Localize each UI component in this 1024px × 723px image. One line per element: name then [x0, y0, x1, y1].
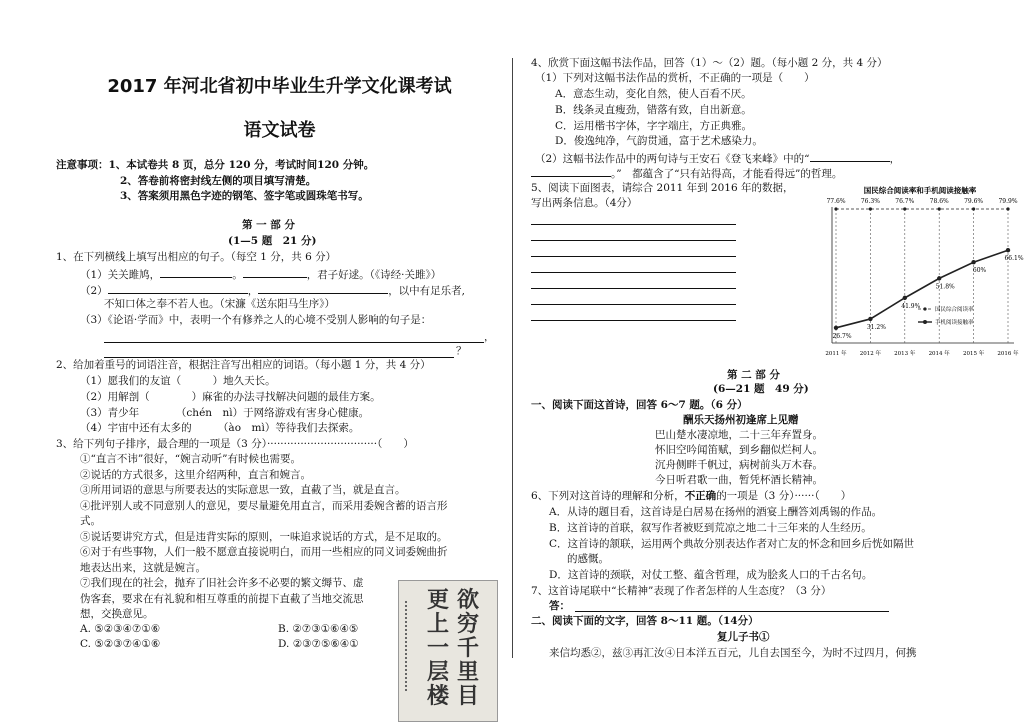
calligraphy-char: 目	[457, 683, 480, 709]
q4-option-c[interactable]: C．运用楷书字体，字字端庄，方正典雅。	[555, 120, 753, 132]
point-reading-rate	[869, 207, 872, 210]
q3-sentence-6: ⑥对于有些事物，人们一般不愿意直接说明白，而用一些相应的同义词委婉曲折	[80, 546, 448, 558]
q3-option-b[interactable]: B. ②⑦③①⑥④⑤	[278, 623, 359, 635]
legend-label-mobile-rate: 手机阅读接触率	[935, 320, 974, 326]
q4-stem: 4、欣赏下面这幅书法作品，回答（1）～（2）题。（每小题 2 分，共 4 分）	[531, 57, 888, 69]
q5-answer-line	[531, 256, 736, 257]
q3-sentence-7-cont-2: 想，交换意见。	[80, 608, 154, 620]
x-tick-label: 2013 年	[894, 351, 916, 357]
calligraphy-char: 上	[427, 611, 450, 637]
q3-sentence-2: ②说话的方式很多，这里介绍两种，直言和婉言。	[80, 469, 311, 481]
calligraphy-char: 欲	[457, 587, 480, 613]
calligraphy-char: 里	[457, 659, 480, 685]
q6-option-d[interactable]: D．这首诗的颈联，对仗工整、蕴含哲理，成为脍炙人口的千古名句。	[549, 569, 873, 581]
legend-marker-reading-rate	[923, 307, 926, 310]
notice-1: 注意事项：1、本试卷共 8 页，总分 120 分，考试时间120 分钟。	[56, 159, 375, 171]
poem-title: 酬乐天扬州初逢席上见赠	[683, 414, 799, 426]
notice-2: 2、答卷前将密封线左侧的项目填写清楚。	[120, 175, 317, 187]
part1-range: (1—5 题 21 分)	[228, 235, 317, 247]
part2-range: (6—21 题 49 分)	[713, 383, 809, 395]
q3-sentence-4-cont: 式。	[80, 515, 101, 527]
q3-sentence-4: ④批评别人或不同意别人的意见，要尽量避免用直言，而采用委婉含蓄的语言形	[80, 500, 448, 512]
x-tick-label: 2015 年	[962, 351, 985, 357]
calligraphy-char: 穷	[457, 611, 480, 637]
x-tick-label: 2014 年	[928, 351, 950, 357]
q2-item-3: （3）青少年 （chén nì）于网络游戏有害身心健康。	[80, 407, 370, 419]
point-mobile-rate	[834, 326, 838, 330]
q3-option-a[interactable]: A. ⑤②③④⑦①⑥	[80, 623, 161, 635]
calligraphy-char: 千	[457, 635, 480, 661]
data-label-mobile-rate: 66.1%	[1004, 255, 1024, 263]
q7-stem: 7、这首诗尾联中“长精神”表现了作者怎样的人生态度？（3 分）	[531, 585, 832, 597]
section1-title: 一、阅读下面这首诗，回答 6～7 题。（6 分）	[531, 399, 748, 411]
q3-sentence-5: ⑤说话要讲究方式，但是违背实际的原则，一味追求说话的方式，是不足取的。	[80, 531, 448, 543]
point-mobile-rate	[971, 260, 975, 264]
calligraphy-char: 更	[427, 587, 450, 613]
q5-stem-cont: 写出两条信息。（4分）	[531, 197, 638, 209]
calligraphy-artwork	[398, 580, 498, 722]
q6-option-c[interactable]: C．这首诗的颔联，运用两个典故分别表达作者对亡友的怀念和回乡后恍如隔世	[549, 538, 915, 550]
q3-sentence-7-cont: 伪客套，要求在有礼貌和相互尊重的前提下直截了当地交流思	[80, 593, 364, 605]
q4-1-stem: （1）下列对这幅书法作品的赏析，不正确的一项是（ ）	[535, 72, 815, 84]
point-mobile-rate	[937, 276, 941, 280]
legend-marker-mobile-rate	[923, 320, 927, 324]
q1-stem: 1、在下列横线上填写出相应的句子。（每空 1 分，共 6 分）	[56, 251, 337, 263]
data-label-mobile-rate: 31.2%	[866, 323, 886, 331]
data-label-reading-rate: 76.3%	[860, 198, 880, 205]
data-label-reading-rate: 79.6%	[964, 198, 984, 205]
point-mobile-rate	[868, 317, 872, 321]
q1-item-2-cont: 不知口体之奉不若人也。（宋濂《送东阳马生序》）	[104, 298, 335, 310]
q2-item-1: （1）愿我们的友谊（ ）地久天长。	[80, 375, 276, 387]
x-tick-label: 2012 年	[859, 351, 882, 357]
q1-comma: ，	[484, 331, 495, 343]
notice-3: 3、答案须用黑色字迹的钢笔、签字笔或圆珠笔书写。	[120, 190, 369, 202]
q7-answer-line[interactable]	[575, 611, 889, 612]
essay-line-1: 来信均悉②，兹③再汇汝④日本洋五百元，儿自去国至今，为时不过四月，何携	[549, 647, 917, 659]
data-label-reading-rate: 77.6%	[826, 198, 846, 205]
q5-answer-line	[531, 288, 736, 289]
q5-answer-line	[531, 320, 736, 321]
data-label-reading-rate: 79.9%	[998, 198, 1018, 205]
x-tick-label: 2016 年	[997, 351, 1019, 357]
q1-answer-line	[104, 342, 484, 343]
q1-item-3: （3）《论语·学而》中，表明一个有修养之人的心境不受别人影响的句子是：	[80, 314, 432, 326]
q1-item-1: （1）关关雎鸠， 。 ，君子好逑。（《诗经·关雎》）	[80, 266, 441, 283]
legend-label-reading-rate: 国民综合阅读率	[935, 307, 974, 313]
q3-sentence-1: ①“直言不讳”很好，“婉言动听”有时候也需要。	[80, 453, 301, 465]
calligraphy-char: 楼	[427, 683, 450, 709]
point-reading-rate	[834, 207, 837, 210]
q5-answer-line	[531, 304, 736, 305]
q5-answer-line	[531, 272, 736, 273]
section2-title: 二、阅读下面的文字，回答 8～11 题。（14分）	[531, 615, 759, 627]
calligraphy-inscription	[405, 601, 417, 691]
x-tick-label: 2011 年	[825, 351, 847, 357]
point-mobile-rate	[1006, 248, 1010, 252]
q2-stem: 2、给加着重号的词语注音，根据注音写出相应的词语。（每小题 1 分，共 4 分）	[56, 359, 431, 371]
q1-item-2: （2） ， ，以中有足乐者,	[80, 282, 465, 299]
q3-option-d[interactable]: D. ②③⑦⑤⑥④①	[278, 638, 359, 650]
point-reading-rate	[903, 207, 906, 210]
chart-svg	[822, 183, 1024, 361]
exam-subtitle: 语文试卷	[243, 120, 316, 141]
q3-stem: 3、给下列句子排序，最合理的一项是（3 分）·································（ ）	[56, 438, 414, 450]
q6-option-c-cont: 的感慨。	[567, 553, 609, 565]
q6-option-a[interactable]: A．从诗的题目看，这首诗是白居易在扬州的酒宴上酬答刘禹锡的作品。	[549, 506, 883, 518]
point-reading-rate	[972, 207, 975, 210]
column-divider	[512, 58, 513, 658]
q6-stem: 6、下列对这首诗的理解和分析，不正确的一项是（3 分）······（ ）	[531, 490, 852, 502]
point-reading-rate	[1006, 207, 1009, 210]
reading-rate-chart	[822, 183, 1024, 361]
data-label-mobile-rate: 60%	[972, 267, 987, 275]
essay-title: 复儿子书①	[717, 631, 770, 643]
data-label-mobile-rate: 26.7%	[832, 332, 852, 340]
series-line-mobile-rate	[836, 250, 1008, 328]
data-label-mobile-rate: 51.8%	[935, 283, 955, 291]
exam-title: 2017 年河北省初中毕业生升学文化课考试	[107, 76, 452, 97]
chart-title: 国民综合阅读率和手机阅读接触率	[863, 186, 977, 195]
q2-item-4: （4）宇宙中还有太多的 （ào mì）等待我们去探索。	[80, 422, 360, 434]
q4-2-stem: （2）这幅书法作品中的两句诗与王安石《登飞来峰》中的“ ，	[535, 150, 900, 167]
q5-answer-line	[531, 224, 736, 225]
q4-option-b[interactable]: B．线条灵直瘦劲，错落有致，自出新意。	[555, 104, 752, 116]
q3-option-c[interactable]: C. ⑤②③⑦④①⑥	[80, 638, 161, 650]
q3-sentence-7: ⑦我们现在的社会，抛弃了旧社会许多不必要的繁文缛节、虚	[80, 577, 364, 589]
right-column	[527, 0, 989, 723]
q6-option-b[interactable]: B．这首诗的首联，叙写作者被贬到荒凉之地二十三年来的人生经历。	[549, 522, 872, 534]
point-mobile-rate	[903, 296, 907, 300]
data-label-reading-rate: 78.6%	[929, 198, 949, 205]
q4-2-cont: 。” 都蕴含了“只有站得高，才能看得远”的哲理。	[531, 165, 842, 182]
data-label-mobile-rate: 41.9%	[901, 302, 921, 310]
poem-line-1: 巴山楚水凄凉地，二十三年弃置身。	[655, 429, 823, 441]
q5-answer-line	[531, 240, 736, 241]
part2-title: 第 二 部 分	[727, 369, 780, 381]
calligraphy-char: 层	[427, 659, 450, 685]
q3-sentence-3: ③所用词语的意思与所要表达的实际意思一致，直截了当，就是直言。	[80, 484, 406, 496]
q2-item-2: （2）用解剖（ ）麻雀的办法寻找解决问题的最佳方案。	[80, 391, 381, 403]
q7-answer-label: 答：	[549, 600, 570, 612]
calligraphy-char: 一	[427, 635, 450, 661]
q4-option-d[interactable]: D．俊逸纯净，气韵贯通，富于艺术感染力。	[555, 135, 763, 147]
part1-title: 第 一 部 分	[242, 219, 295, 231]
q4-option-a[interactable]: A．意态生动，变化自然，使人百看不厌。	[555, 88, 752, 100]
poem-line-3: 沉舟侧畔千帆过，病树前头万木春。	[655, 459, 823, 471]
q3-sentence-6-cont: 地表达出来，这就是婉言。	[80, 562, 206, 574]
point-reading-rate	[938, 207, 941, 210]
data-label-reading-rate: 76.7%	[895, 198, 915, 205]
q1-question-mark: ？	[456, 345, 467, 357]
poem-line-4: 今日听君歌一曲，暂凭杯酒长精神。	[655, 474, 823, 486]
poem-line-2: 怀旧空吟闻笛赋，到乡翻似烂柯人。	[655, 444, 823, 456]
q5-stem: 5、阅读下面图表，请综合 2011 年到 2016 年的数据，	[531, 182, 794, 194]
